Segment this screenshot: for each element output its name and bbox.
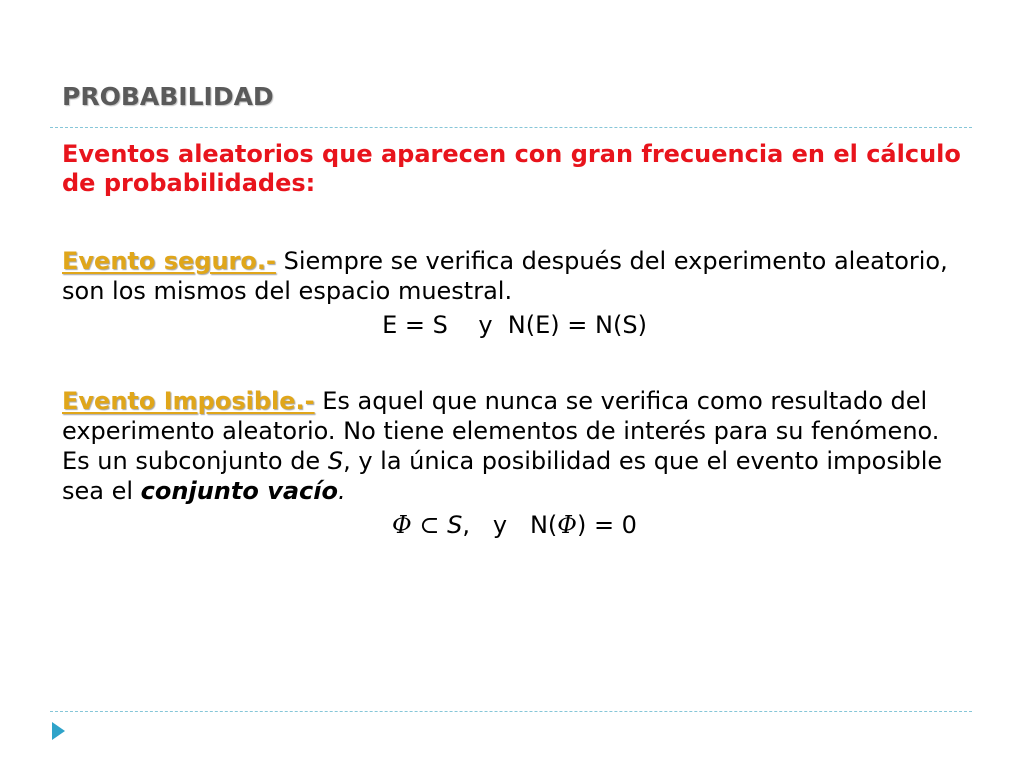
slide-title: PROBABILIDAD (62, 82, 274, 111)
evento-imposible-period: . (337, 477, 346, 505)
phi-symbol: Φ (392, 511, 412, 539)
evento-seguro-term: Evento seguro.- (62, 247, 276, 275)
evento-seguro-paragraph (62, 246, 967, 306)
slide-content (62, 140, 967, 540)
evento-seguro-formula: E = S y N(E) = N(S) (382, 311, 647, 339)
formula-end: ) = 0 (576, 511, 637, 539)
evento-imposible-text-1: Es aquel que nunca se verifica como resultado del experimento aleatorio. No tiene elementos de interés para su fenómeno. Es un subconjunto de (62, 387, 940, 475)
title-divider (50, 127, 972, 128)
phi-symbol-2: Φ (557, 511, 577, 539)
evento-imposible-text-2: , y la única posibilidad es que el evento imposible sea el (62, 447, 943, 505)
subset-symbol: ⊂ (419, 511, 440, 539)
footer-divider (50, 711, 972, 712)
formula-middle: , y N( (462, 511, 558, 539)
conjunto-vacio-term: conjunto vacío (140, 477, 338, 505)
subset-s-variable: S (327, 447, 344, 475)
evento-imposible-term: Evento Imposible.- (62, 387, 315, 415)
formula-s-variable: S (447, 511, 463, 539)
evento-seguro-text: Siempre se verifica después del experimento aleatorio, son los mismos del espacio muestral. (62, 247, 948, 305)
play-triangle-icon (52, 722, 65, 740)
evento-imposible-paragraph (62, 386, 967, 506)
evento-imposible-formula (62, 510, 967, 540)
intro-text: Eventos aleatorios que aparecen con gran frecuencia en el cálculo de probabilidades: (62, 140, 961, 197)
